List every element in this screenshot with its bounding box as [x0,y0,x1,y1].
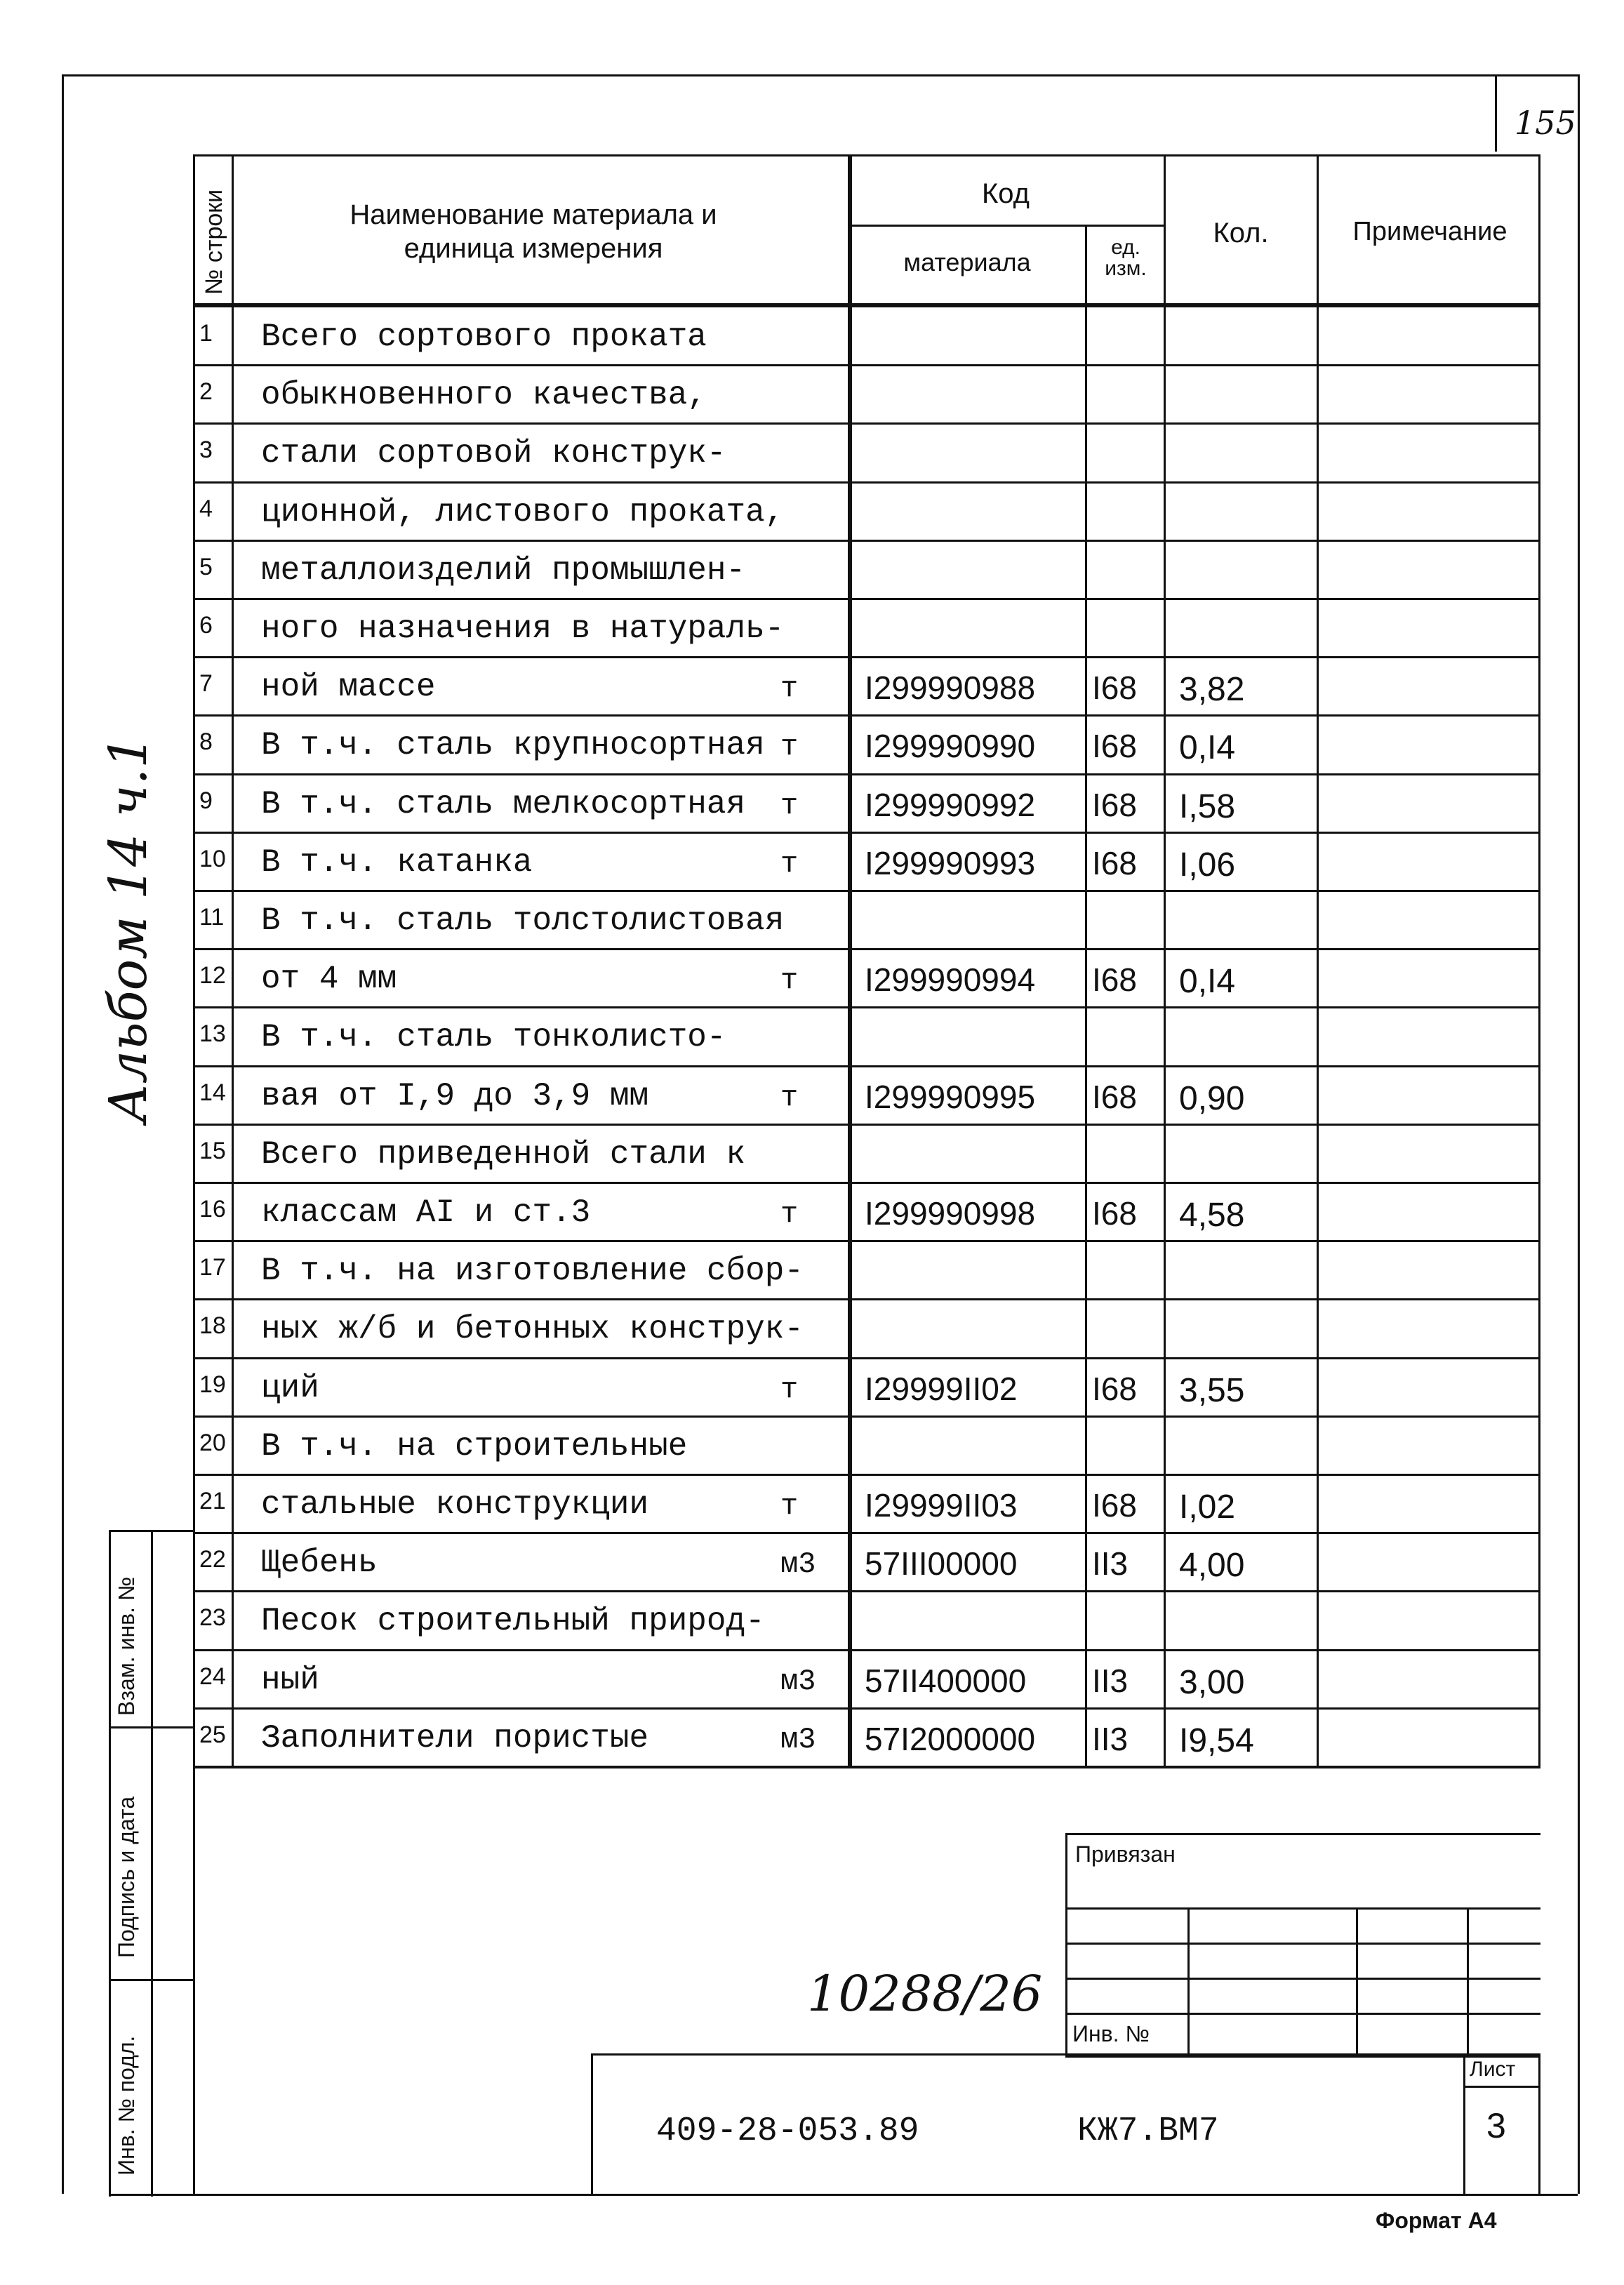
row-qty: 0,90 [1179,1079,1245,1117]
row-unit-code: I68 [1092,669,1137,707]
row-number: 18 [199,1312,226,1340]
row-number: 12 [199,962,226,990]
col-line-2 [848,154,852,1768]
row-material-code: I29999II02 [865,1370,1018,1407]
page-number-divider [1495,74,1497,152]
row-material-code: 57I2000000 [865,1720,1036,1757]
stamp-line-mid [151,1530,153,2197]
privyazan-row-3 [1065,1978,1540,1980]
row-unit: т [780,1372,799,1406]
row-name: Всего приведенной стали к [261,1135,746,1173]
doc-mark: КЖ7.ВМ7 [1077,2112,1219,2150]
row-line [193,1415,1540,1418]
row-unit: т [780,1197,799,1231]
row-name: ной массе [261,669,436,706]
row-name: Всего сортового проката [261,319,707,355]
row-line [193,832,1540,834]
row-number: 3 [199,437,213,464]
stamp-vzam: Взам. инв. № [114,1576,139,1716]
stamp-line-bottom [109,2194,1578,2196]
row-unit-code: I68 [1092,1370,1137,1407]
stamp-line-2 [109,1979,193,1981]
row-material-code: I299990998 [865,1195,1036,1232]
header-row-no: № строки [201,189,227,295]
col-line-5 [1317,154,1319,1768]
row-name: В т.ч. сталь тонколисто- [261,1019,726,1056]
row-unit-code: I68 [1092,728,1137,765]
row-unit-code: I68 [1092,844,1137,881]
sheet-number: 3 [1486,2106,1506,2145]
row-number: 25 [199,1721,226,1748]
row-material-code: I299990995 [865,1078,1036,1115]
stamp-inv-podl: Инв. № подл. [114,2035,139,2176]
row-name: ного назначения в натураль- [261,611,785,647]
row-unit-code: I68 [1092,786,1137,823]
header-code: Код [981,178,1030,209]
row-number: 9 [199,787,213,814]
privyazan-col-2 [1356,1907,1358,2058]
row-name: В т.ч. сталь крупносортная [261,727,765,764]
row-line [193,1707,1540,1710]
row-line [193,598,1540,600]
row-line [193,540,1540,542]
row-number: 13 [199,1020,226,1048]
row-line [193,948,1540,950]
row-number: 20 [199,1429,226,1456]
row-line [193,1298,1540,1300]
row-unit: м3 [780,1547,816,1582]
row-unit: т [780,846,799,881]
row-name: вая от I,9 до 3,9 мм [261,1077,649,1114]
row-qty: 0,I4 [1179,963,1236,1001]
privyazan-col-3 [1467,1907,1469,2058]
sheet-col-line [1463,2053,1465,2194]
row-line [193,1766,1540,1768]
sheet-border-left [62,74,64,2194]
row-number: 19 [199,1371,226,1398]
handwritten-number: 10288/26 [807,1965,1043,2023]
row-line [193,481,1540,484]
row-number: 8 [199,728,213,756]
row-line [193,1590,1540,1592]
col-line-1 [232,154,234,1768]
row-name: Щебень [261,1545,378,1582]
row-number: 6 [199,612,213,639]
row-unit: т [780,964,799,998]
row-name: стали сортовой конструк- [261,435,726,472]
row-material-code: I299990990 [865,728,1036,765]
row-qty: 3,55 [1179,1371,1245,1409]
row-material-code: I299990992 [865,786,1036,823]
privyazan-row-4 [1065,2013,1540,2015]
row-line [193,1649,1540,1651]
row-name: В т.ч. катанка [261,844,533,881]
row-line [193,1357,1540,1359]
row-name: В т.ч. сталь толстолистовая [261,902,785,939]
privyazan-row-1 [1065,1907,1540,1910]
row-number: 14 [199,1079,226,1106]
sheet-border-right [1578,74,1580,2194]
row-name: металлоизделий промышлен- [261,552,746,589]
row-name: стальные конструкции [261,1486,649,1523]
row-line [193,1124,1540,1126]
row-line [193,890,1540,892]
row-line [193,1182,1540,1184]
row-line [193,1240,1540,1242]
stamp-line-1 [109,1726,193,1728]
row-qty: 4,58 [1179,1197,1245,1234]
row-line [193,1532,1540,1534]
row-unit: т [780,1080,799,1114]
stamp-line-top [109,1530,193,1532]
col-line-4 [1164,154,1166,1768]
header-bottom [193,303,1540,307]
row-number: 10 [199,845,226,872]
row-number: 7 [199,670,213,698]
row-unit-code: II3 [1092,1720,1129,1757]
row-qty: I,02 [1179,1488,1236,1526]
format-label: Формат А4 [1376,2208,1497,2233]
header-name: Наименование материала и единица измерения [350,199,717,264]
row-name: В т.ч. на строительные [261,1427,688,1465]
row-name: от 4 мм [261,961,397,998]
row-unit: т [780,672,799,706]
col-line-3 [1085,225,1087,1768]
inv-no-label: Инв. № [1072,2021,1150,2046]
row-name: В т.ч. на изготовление сбор- [261,1253,804,1290]
row-number: 1 [199,320,213,347]
row-qty: I,58 [1179,787,1236,825]
doc-code: 409-28-053.89 [656,2112,919,2150]
row-qty: 3,82 [1179,671,1245,709]
row-unit: м3 [780,1722,816,1757]
row-number: 21 [199,1488,226,1514]
row-number: 17 [199,1254,226,1281]
row-name: классам AI и ст.3 [261,1194,591,1231]
row-line [193,1474,1540,1476]
sheet-label-line [1463,2086,1540,2088]
row-material-code: 57III00000 [865,1545,1018,1583]
privyazan-col-1 [1187,1907,1190,2058]
row-line [193,1065,1540,1067]
row-name: обыкновенного качества, [261,377,707,414]
row-name: В т.ч. сталь мелкосортная [261,785,746,822]
row-unit: т [780,730,799,764]
row-line [193,656,1540,658]
row-line [193,1006,1540,1008]
row-number: 15 [199,1137,226,1164]
row-unit-code: I68 [1092,961,1137,999]
row-unit-code: I68 [1092,1487,1137,1524]
sheet-border-top [62,74,1578,76]
row-material-code: I299990994 [865,961,1036,999]
row-line [193,773,1540,775]
row-qty: 4,00 [1179,1547,1245,1585]
row-line [193,714,1540,717]
stamp-line-left [109,1530,111,2197]
row-unit: м3 [780,1664,816,1698]
header-unit-code: ед. изм. [1105,236,1147,280]
row-unit: т [780,1489,799,1523]
row-qty: 3,00 [1179,1663,1245,1701]
row-line [193,422,1540,425]
row-number: 16 [199,1196,226,1223]
header-note: Примечание [1352,217,1507,246]
row-unit-code: I68 [1092,1195,1137,1232]
row-unit: т [780,788,799,822]
row-unit-code: II3 [1092,1545,1129,1583]
row-unit-code: II3 [1092,1662,1129,1699]
row-material-code: 57II400000 [865,1662,1027,1699]
album-side-note: Альбом 14 ч.1 [98,735,159,1123]
row-number: 24 [199,1663,226,1690]
header-code-split [848,225,1164,227]
row-number: 22 [199,1546,226,1573]
row-name: ционной, листового проката, [261,493,785,531]
header-qty: Кол. [1213,218,1269,248]
row-number: 4 [199,495,213,522]
header-material: материала [903,248,1031,277]
row-material-code: I29999II03 [865,1487,1018,1524]
privyazan-row-2 [1065,1943,1540,1945]
privyazan-label: Привязан [1075,1841,1176,1867]
row-number: 5 [199,553,213,580]
row-number: 23 [199,1604,226,1632]
row-unit-code: I68 [1092,1078,1137,1115]
row-name: Заполнители пористые [261,1719,649,1757]
stamp-podpis: Подпись и дата [114,1796,139,1958]
title-block-left-line [193,1768,195,2194]
sheet-label: Лист [1470,2058,1516,2081]
row-name: ных ж/б и бетонных конструк- [261,1311,804,1348]
row-qty: 0,I4 [1179,729,1236,767]
page-number: 155 [1515,104,1576,142]
row-number: 2 [199,378,213,406]
row-name: ный [261,1661,319,1698]
row-name: Песок строительный природ- [261,1603,765,1640]
row-qty: I,06 [1179,846,1236,884]
row-line [193,364,1540,366]
row-material-code: I299990993 [865,844,1036,881]
row-name: ций [261,1369,319,1406]
row-material-code: I299990988 [865,669,1036,707]
row-number: 11 [199,904,225,931]
row-qty: I9,54 [1179,1721,1254,1759]
